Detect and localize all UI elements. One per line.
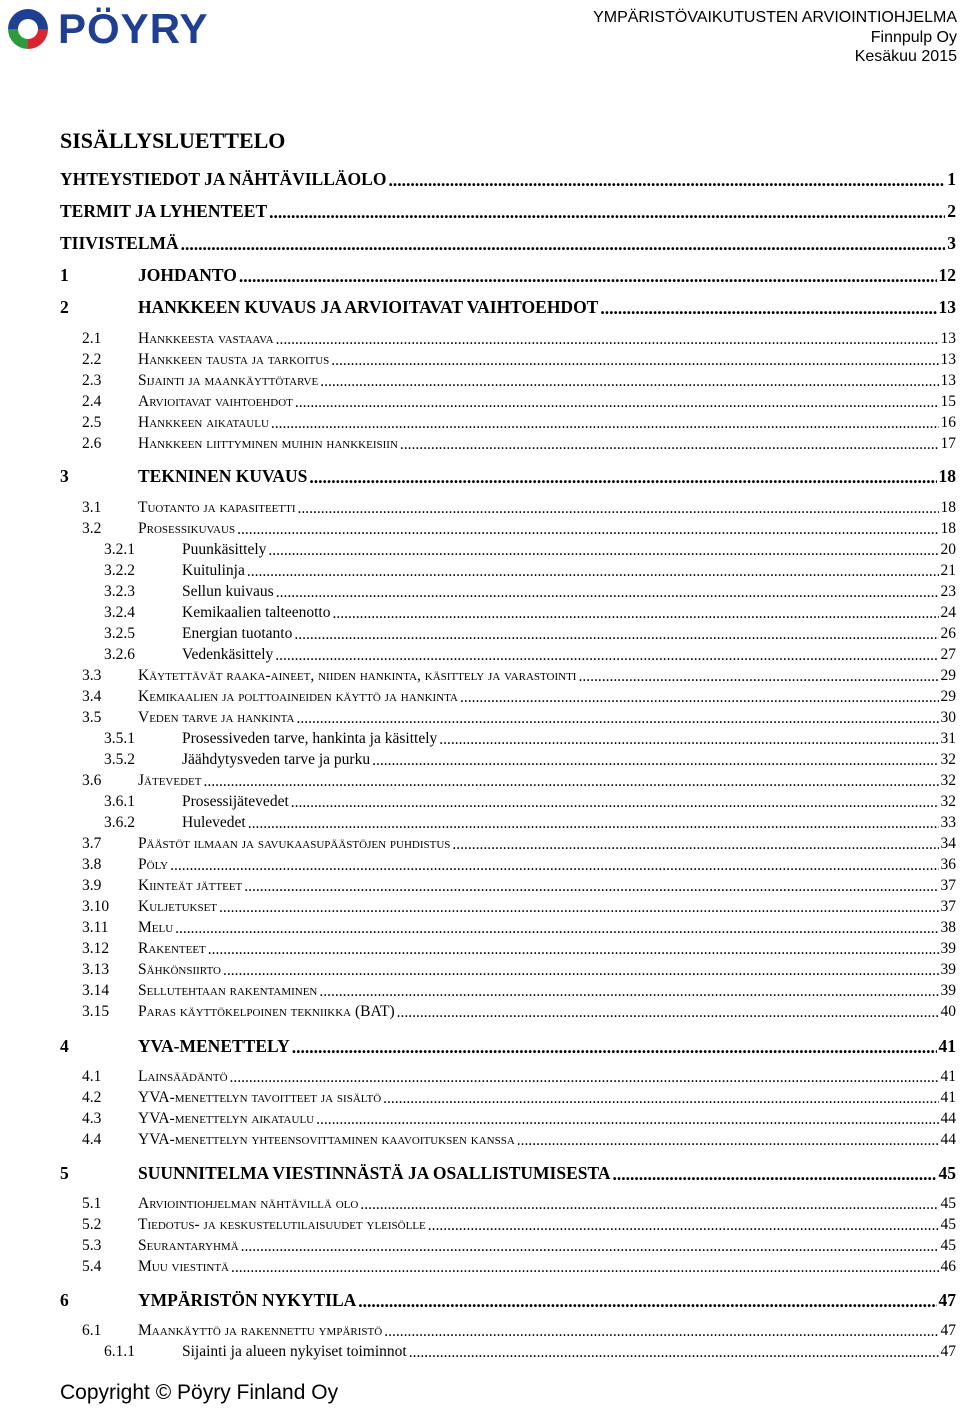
toc-entry[interactable] bbox=[60, 604, 956, 622]
toc-entry-page: 12 bbox=[938, 265, 956, 285]
toc-entry[interactable] bbox=[60, 1322, 956, 1340]
toc-entry-title: YVA-menettelyn aikataulu bbox=[138, 1110, 315, 1127]
poyry-logo bbox=[4, 6, 208, 52]
toc-entry[interactable] bbox=[60, 793, 956, 811]
toc-entry-title: Arviointiohjelman nähtävillä olo bbox=[138, 1195, 359, 1212]
toc-entry-page: 44 bbox=[940, 1131, 956, 1148]
toc-entry-number: 3.9 bbox=[82, 877, 102, 894]
toc-entry[interactable] bbox=[60, 1068, 956, 1086]
toc-entry[interactable] bbox=[60, 1003, 956, 1021]
toc-entry-title: Rakenteet bbox=[138, 940, 206, 957]
toc-dot-leader bbox=[372, 752, 938, 768]
toc-dot-leader bbox=[578, 668, 938, 684]
toc-entry-title: Tiedotus- ja keskustelutilaisuudet yleisölle bbox=[138, 1216, 426, 1233]
toc-dot-leader bbox=[247, 563, 939, 579]
toc-dot-leader bbox=[244, 878, 938, 894]
toc-entry-number: 3.2.1 bbox=[104, 541, 135, 558]
toc-entry-page: 41 bbox=[938, 1036, 956, 1056]
toc-entry-page: 41 bbox=[940, 1068, 956, 1085]
toc-entry[interactable] bbox=[60, 541, 956, 559]
toc-entry[interactable] bbox=[60, 351, 956, 369]
toc-dot-leader bbox=[276, 584, 939, 600]
toc-entry-page: 29 bbox=[940, 667, 956, 684]
toc-entry-title: Hankkeen tausta ja tarkoitus bbox=[138, 351, 330, 368]
toc-entry-page: 40 bbox=[940, 1003, 956, 1020]
toc-entry-title: TEKNINEN KUVAUS bbox=[138, 466, 308, 486]
toc-entry-page: 39 bbox=[940, 961, 956, 978]
toc-dot-leader bbox=[269, 202, 945, 220]
toc-entry-number: 3.5.2 bbox=[104, 751, 135, 768]
toc-dot-leader bbox=[331, 352, 938, 368]
toc-entry[interactable] bbox=[60, 1131, 956, 1149]
toc-dot-leader bbox=[223, 962, 939, 978]
toc-entry-title: Päästöt ilmaan ja savukaasupäästöjen puhdistus bbox=[138, 835, 451, 852]
toc-entry-number: 3.3 bbox=[82, 667, 102, 684]
toc-entry-number: 3.10 bbox=[82, 898, 110, 915]
toc-entry[interactable] bbox=[60, 499, 956, 517]
logo-wordmark: PÖYRY bbox=[58, 5, 209, 52]
toc-entry-title: Tuotanto ja kapasiteetti bbox=[138, 499, 296, 516]
toc-entry-number: 3.2.5 bbox=[104, 625, 135, 642]
toc-entry[interactable] bbox=[60, 625, 956, 643]
toc-entry-title: Arvioitavat vaihtoehdot bbox=[138, 393, 293, 410]
toc-entry-page: 45 bbox=[940, 1195, 956, 1212]
toc-entry-page: 17 bbox=[940, 435, 956, 452]
toc-entry-number: 2.1 bbox=[82, 330, 102, 347]
toc-dot-leader bbox=[296, 710, 938, 726]
toc-entry-title: Melu bbox=[138, 919, 174, 936]
toc-entry-number: 3.4 bbox=[82, 688, 102, 705]
page-header bbox=[0, 0, 960, 70]
toc-entry[interactable] bbox=[60, 961, 956, 979]
toc-entry[interactable] bbox=[60, 414, 956, 432]
toc-dot-leader bbox=[428, 1217, 939, 1233]
toc-entry-title: Sijainti ja alueen nykyiset toiminnot bbox=[182, 1343, 407, 1360]
toc-entry-page: 30 bbox=[940, 709, 956, 726]
toc-entry-title: SUUNNITELMA VIESTINNÄSTÄ JA OSALLISTUMISESTA bbox=[138, 1163, 611, 1183]
toc-dot-leader bbox=[203, 773, 938, 789]
toc-entry-page: 37 bbox=[940, 877, 956, 894]
toc-entry-title: Jätevedet bbox=[138, 772, 202, 789]
toc-dot-leader bbox=[409, 1344, 939, 1360]
toc-entry-page: 27 bbox=[940, 646, 956, 663]
toc-entry-title: Puunkäsittely bbox=[182, 541, 267, 558]
toc-entry-page: 2 bbox=[947, 201, 956, 221]
toc-dot-leader bbox=[600, 298, 936, 316]
toc-entry-title: Lainsäädäntö bbox=[138, 1068, 228, 1085]
toc-entry[interactable] bbox=[60, 709, 956, 727]
toc-dot-leader bbox=[388, 170, 945, 188]
toc-entry-number: 4 bbox=[60, 1036, 69, 1056]
toc-entry-page: 13 bbox=[940, 330, 956, 347]
toc-entry-number: 5 bbox=[60, 1163, 69, 1183]
toc-entry-page: 21 bbox=[940, 562, 956, 579]
toc-entry-page: 37 bbox=[940, 898, 956, 915]
toc-entry-page: 34 bbox=[940, 835, 956, 852]
toc-entry-number: 3.2.3 bbox=[104, 583, 135, 600]
toc-entry-number: 2.3 bbox=[82, 372, 102, 389]
toc-entry-number: 3.8 bbox=[82, 856, 102, 873]
toc-entry-title: YMPÄRISTÖN NYKYTILA bbox=[138, 1290, 357, 1310]
toc-entry-page: 26 bbox=[940, 625, 956, 642]
toc-entry-title: Jäähdytysveden tarve ja purku bbox=[182, 751, 371, 768]
toc-entry-title: JOHDANTO bbox=[138, 265, 237, 285]
toc-entry-page: 45 bbox=[940, 1237, 956, 1254]
toc-entry-page: 13 bbox=[940, 351, 956, 368]
toc-dot-leader bbox=[275, 647, 938, 663]
toc-entry-page: 23 bbox=[940, 583, 956, 600]
toc-entry-title: Sellutehtaan rakentaminen bbox=[138, 982, 318, 999]
toc-entry-title: Hankkeen liittyminen muihin hankkeisiin bbox=[138, 435, 398, 452]
toc-dot-leader bbox=[384, 1323, 938, 1339]
toc-entry-number: 4.2 bbox=[82, 1089, 102, 1106]
toc-entry-number: 5.4 bbox=[82, 1258, 102, 1275]
toc-title: SISÄLLYSLUETTELO bbox=[60, 128, 286, 153]
toc-entry-number: 4.4 bbox=[82, 1131, 102, 1148]
toc-entry-number: 5.3 bbox=[82, 1237, 102, 1254]
toc-entry-number: 3.12 bbox=[82, 940, 110, 957]
toc-entry[interactable] bbox=[60, 265, 956, 286]
toc-entry-page: 32 bbox=[940, 793, 956, 810]
toc-entry[interactable] bbox=[60, 201, 956, 222]
toc-entry-page: 46 bbox=[940, 1258, 956, 1275]
toc-entry-number: 6 bbox=[60, 1290, 69, 1310]
header-info bbox=[593, 8, 957, 67]
toc-dot-leader bbox=[397, 1004, 939, 1020]
toc-entry-title: YVA-menettelyn tavoitteet ja sisältö bbox=[138, 1089, 382, 1106]
toc-entry[interactable] bbox=[60, 1216, 956, 1234]
toc-entry-page: 36 bbox=[940, 856, 956, 873]
toc-entry-title: Paras käyttökelpoinen tekniikka (BAT) bbox=[138, 1003, 395, 1020]
document-type: YMPÄRISTÖVAIKUTUSTEN ARVIOINTIOHJELMA bbox=[593, 9, 957, 26]
toc-entry-number: 6.1 bbox=[82, 1322, 102, 1339]
toc-entry[interactable] bbox=[60, 466, 956, 487]
toc-entry[interactable] bbox=[60, 688, 956, 706]
toc-entry-title: Kemikaalien ja polttoaineiden käyttö ja hankinta bbox=[138, 688, 458, 705]
toc-entry-number: 3.2 bbox=[82, 520, 102, 537]
toc-entry-page: 47 bbox=[940, 1343, 956, 1360]
toc-entry-number: 5.2 bbox=[82, 1216, 102, 1233]
toc-entry-page: 32 bbox=[940, 751, 956, 768]
toc-entry-page: 38 bbox=[940, 919, 956, 936]
toc-entry-title: YVA-MENETTELY bbox=[138, 1036, 290, 1056]
toc-dot-leader bbox=[248, 815, 939, 831]
toc-dot-leader bbox=[383, 1090, 938, 1106]
toc-entry-number: 4.1 bbox=[82, 1068, 102, 1085]
document-date: Kesäkuu 2015 bbox=[854, 48, 957, 65]
toc-entry-title: Hankkeesta vastaava bbox=[138, 330, 274, 347]
toc-entry-title: Sähkönsiirto bbox=[138, 961, 221, 978]
toc-entry-title: Maankäyttö ja rakennettu ympäristö bbox=[138, 1322, 383, 1339]
toc-entry-page: 18 bbox=[938, 466, 956, 486]
toc-entry[interactable] bbox=[60, 330, 956, 348]
toc-dot-leader bbox=[237, 521, 938, 537]
toc-entry-title: TIIVISTELMÄ bbox=[60, 233, 179, 253]
poyry-logo-icon bbox=[4, 6, 52, 52]
toc-entry[interactable] bbox=[60, 856, 956, 874]
toc-dot-leader bbox=[316, 1111, 938, 1127]
toc-entry-number: 3.1 bbox=[82, 499, 102, 516]
toc-entry[interactable] bbox=[60, 919, 956, 937]
toc-entry-title: Prosessikuvaus bbox=[138, 520, 236, 537]
toc-entry-number: 1 bbox=[60, 265, 69, 285]
toc-dot-leader bbox=[268, 542, 938, 558]
toc-entry-page: 24 bbox=[940, 604, 956, 621]
toc-dot-leader bbox=[298, 500, 939, 516]
toc-dot-leader bbox=[439, 731, 938, 747]
toc-entry-number: 3.13 bbox=[82, 961, 110, 978]
toc-entry[interactable] bbox=[60, 898, 956, 916]
toc-dot-leader bbox=[400, 436, 939, 452]
toc-entry-page: 18 bbox=[940, 520, 956, 537]
toc-entry-number: 3.11 bbox=[82, 919, 109, 936]
toc-dot-leader bbox=[239, 266, 937, 284]
toc-dot-leader bbox=[295, 394, 939, 410]
toc-entry-title: Sellun kuivaus bbox=[182, 583, 274, 600]
toc-entry[interactable] bbox=[60, 435, 956, 453]
toc-entry-title: Vedenkäsittely bbox=[182, 646, 274, 663]
toc-entry[interactable] bbox=[60, 169, 956, 190]
toc-dot-leader bbox=[230, 1069, 939, 1085]
toc-entry[interactable] bbox=[60, 667, 956, 685]
toc-entry[interactable] bbox=[60, 583, 956, 601]
toc-entry[interactable] bbox=[60, 1195, 956, 1213]
toc-entry[interactable] bbox=[60, 1036, 956, 1057]
toc-entry[interactable] bbox=[60, 297, 956, 318]
toc-entry-number: 6.1.1 bbox=[104, 1343, 135, 1360]
toc-entry-title: Kuitulinja bbox=[182, 562, 245, 579]
toc-entry-title: Prosessiveden tarve, hankinta ja käsittely bbox=[182, 730, 438, 747]
toc-entry-page: 1 bbox=[947, 169, 956, 189]
toc-entry-title: Kiinteät jätteet bbox=[138, 877, 243, 894]
toc-dot-leader bbox=[320, 373, 938, 389]
toc-entry-page: 41 bbox=[940, 1089, 956, 1106]
toc-dot-leader bbox=[175, 920, 938, 936]
toc-entry-page: 18 bbox=[940, 499, 956, 516]
toc-entry-page: 47 bbox=[938, 1290, 956, 1310]
toc-dot-leader bbox=[358, 1291, 936, 1309]
toc-entry-page: 44 bbox=[940, 1110, 956, 1127]
toc-entry-page: 45 bbox=[938, 1163, 956, 1183]
toc-entry-title: YHTEYSTIEDOT JA NÄHTÄVILLÄOLO bbox=[60, 169, 387, 189]
toc-entry-number: 3.7 bbox=[82, 835, 102, 852]
toc-dot-leader bbox=[612, 1164, 936, 1182]
toc-entry-number: 2.2 bbox=[82, 351, 102, 368]
toc-entry-page: 47 bbox=[940, 1322, 956, 1339]
toc-entry-title: Muu viestintä bbox=[138, 1258, 229, 1275]
toc-entry-title: Sijainti ja maankäyttötarve bbox=[138, 372, 319, 389]
toc-dot-leader bbox=[332, 605, 938, 621]
toc-entry-page: 13 bbox=[940, 372, 956, 389]
toc-entry-title: Kuljetukset bbox=[138, 898, 218, 915]
toc-entry-title: HANKKEEN KUVAUS JA ARVIOITAVAT VAIHTOEHDOT bbox=[138, 297, 599, 317]
toc-entry[interactable] bbox=[60, 877, 956, 895]
toc-dot-leader bbox=[241, 1238, 939, 1254]
toc-dot-leader bbox=[309, 467, 936, 485]
toc-entry-number: 3.6 bbox=[82, 772, 102, 789]
toc-entry-number: 3.2.4 bbox=[104, 604, 135, 621]
toc-entry-title: Veden tarve ja hankinta bbox=[138, 709, 295, 726]
copyright-footer: Copyright © Pöyry Finland Oy bbox=[60, 1381, 339, 1404]
toc-entry[interactable] bbox=[60, 1290, 956, 1311]
toc-entry[interactable] bbox=[60, 1258, 956, 1276]
toc-entry-number: 3.6.1 bbox=[104, 793, 135, 810]
toc-entry[interactable] bbox=[60, 835, 956, 853]
toc-entry[interactable] bbox=[60, 562, 956, 580]
toc-entry[interactable] bbox=[60, 1163, 956, 1184]
toc-entry[interactable] bbox=[60, 1089, 956, 1107]
toc-entry[interactable] bbox=[60, 982, 956, 1000]
toc-entry-number: 3 bbox=[60, 466, 69, 486]
toc-entry-page: 45 bbox=[940, 1216, 956, 1233]
toc-entry-title: Prosessijätevedet bbox=[182, 793, 289, 810]
toc-entry-number: 4.3 bbox=[82, 1110, 102, 1127]
toc-entry[interactable] bbox=[60, 1343, 956, 1361]
toc-entry-page: 39 bbox=[940, 940, 956, 957]
toc-entry[interactable] bbox=[60, 751, 956, 769]
toc-entry-page: 15 bbox=[940, 393, 956, 410]
toc-dot-leader bbox=[208, 941, 939, 957]
toc-dot-leader bbox=[292, 1037, 937, 1055]
toc-entry-number: 3.5 bbox=[82, 709, 102, 726]
toc-entry-page: 33 bbox=[940, 814, 956, 831]
company-name: Finnpulp Oy bbox=[870, 28, 957, 46]
toc-dot-leader bbox=[319, 983, 938, 999]
toc-entry-title: Käytettävät raaka-aineet, niiden hankinta, käsittely ja varastointi bbox=[138, 667, 577, 684]
toc-entry[interactable] bbox=[60, 940, 956, 958]
toc-dot-leader bbox=[276, 331, 939, 347]
toc-entry-number: 3.5.1 bbox=[104, 730, 135, 747]
toc-entry-page: 29 bbox=[940, 688, 956, 705]
toc-entry[interactable] bbox=[60, 772, 956, 790]
toc-entry[interactable] bbox=[60, 372, 956, 390]
toc-dot-leader bbox=[170, 857, 938, 873]
toc-entry[interactable] bbox=[60, 233, 956, 254]
toc-entry-number: 3.6.2 bbox=[104, 814, 135, 831]
toc-entry-number: 2.6 bbox=[82, 435, 102, 452]
toc-entry-number: 2.4 bbox=[82, 393, 102, 410]
toc-dot-leader bbox=[294, 626, 938, 642]
toc-entry-page: 32 bbox=[940, 772, 956, 789]
toc-entry-title: TERMIT JA LYHENTEET bbox=[60, 201, 268, 221]
toc-entry-number: 2 bbox=[60, 297, 69, 317]
toc-dot-leader bbox=[360, 1196, 938, 1212]
toc-dot-leader bbox=[271, 415, 939, 431]
toc-entry[interactable] bbox=[60, 1110, 956, 1128]
toc-entry-page: 31 bbox=[940, 730, 956, 747]
toc-dot-leader bbox=[231, 1259, 939, 1275]
toc-entry[interactable] bbox=[60, 520, 956, 538]
toc-entry[interactable] bbox=[60, 730, 956, 748]
toc-dot-leader bbox=[517, 1132, 939, 1148]
toc-entry-title: Pöly bbox=[138, 856, 169, 873]
toc-entry-number: 5.1 bbox=[82, 1195, 102, 1212]
toc-dot-leader bbox=[181, 234, 946, 252]
toc-entry[interactable] bbox=[60, 1237, 956, 1255]
toc-entry-title: Hankkeen aikataulu bbox=[138, 414, 269, 431]
toc-entry-title: Seurantaryhmä bbox=[138, 1237, 239, 1254]
toc-entry[interactable] bbox=[60, 646, 956, 664]
toc-dot-leader bbox=[291, 794, 939, 810]
toc-entry-page: 16 bbox=[940, 414, 956, 431]
toc-entry-page: 3 bbox=[947, 233, 956, 253]
toc-entry-title: Energian tuotanto bbox=[182, 625, 293, 642]
toc-dot-leader bbox=[452, 836, 938, 852]
toc-entry-page: 13 bbox=[938, 297, 956, 317]
toc-entry-number: 3.15 bbox=[82, 1003, 110, 1020]
toc-entry-page: 39 bbox=[940, 982, 956, 999]
toc-entry-number: 2.5 bbox=[82, 414, 102, 431]
toc-entry-page: 20 bbox=[940, 541, 956, 558]
toc-entry-title: YVA-menettelyn yhteensovittaminen kaavoituksen kanssa bbox=[138, 1131, 515, 1148]
toc-entry[interactable] bbox=[60, 814, 956, 832]
toc-dot-leader bbox=[219, 899, 938, 915]
toc-entry-title: Kemikaalien talteenotto bbox=[182, 604, 331, 621]
toc-entry[interactable] bbox=[60, 393, 956, 411]
toc-entry-number: 3.2.6 bbox=[104, 646, 135, 663]
toc-entry-title: Hulevedet bbox=[182, 814, 246, 831]
toc-entry-number: 3.14 bbox=[82, 982, 110, 999]
toc-dot-leader bbox=[460, 689, 939, 705]
toc-entry-number: 3.2.2 bbox=[104, 562, 135, 579]
